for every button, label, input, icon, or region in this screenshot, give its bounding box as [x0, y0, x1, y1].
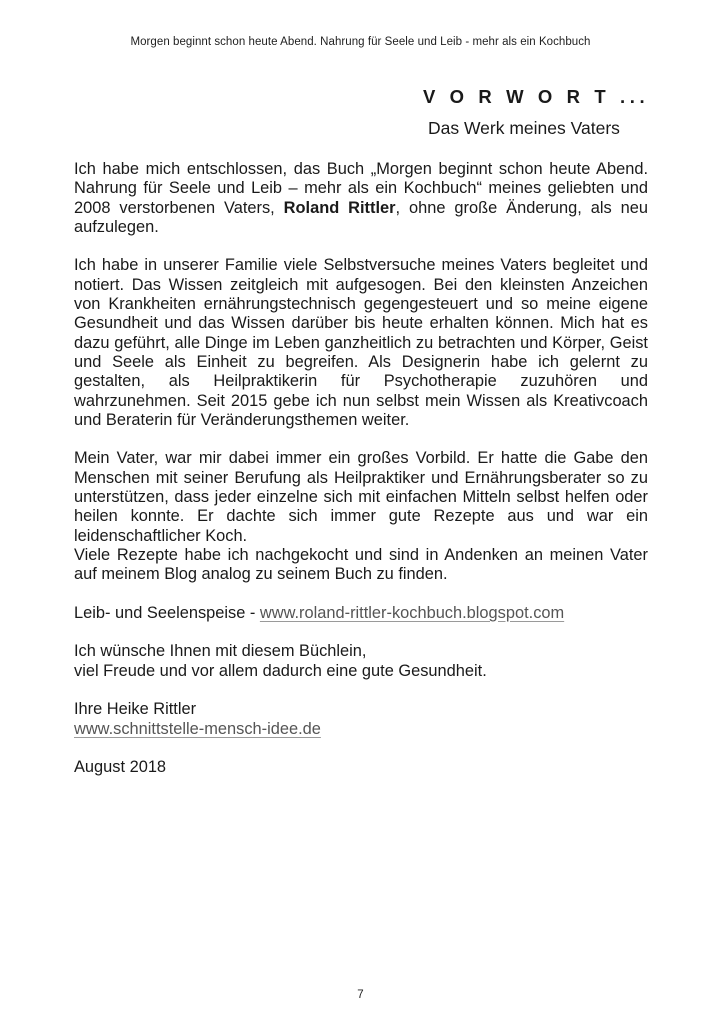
blog-label: Leib- und Seelenspeise -: [74, 603, 260, 622]
paragraph-date: August 2018: [74, 758, 167, 777]
page-subtitle: Das Werk meines Vaters: [428, 118, 620, 138]
page-number: 7: [357, 989, 364, 1001]
wish-line-2: viel Freude und vor allem dadurch eine gute Gesundheit.: [74, 661, 487, 680]
page-title: V O R W O R T ...: [423, 86, 650, 107]
intro-text-end: , ohne große Änderung, als neu aufzulegen.: [74, 198, 648, 236]
father-name: Roland Rittler: [283, 198, 396, 217]
recipes-text: Viele Rezepte habe ich nachgekocht und sind in Andenken an meinen Vater auf meinem Blog analog zu seinem Buch zu finden.: [74, 545, 648, 584]
paragraph-father: [74, 449, 648, 584]
paragraph-intro: [74, 160, 648, 237]
paragraph-blog: [74, 604, 648, 623]
intro-text-start: Ich habe mich entschlossen, das Buch „Morgen beginnt schon heute Abend. Nahrung für Seele und Leib – mehr als ein Kochbuch“ meines geliebten und 2008 verstorbenen Vaters,: [74, 160, 648, 217]
body-text: [74, 160, 648, 797]
blog-link[interactable]: www.roland-rittler-kochbuch.blogspot.com: [259, 603, 565, 622]
father-text: Mein Vater, war mir dabei immer ein großes Vorbild. Er hatte die Gabe den Menschen mit seiner Berufung als Heilpraktiker und Ernährungsberater so zu unterstützen, dass jeder einzelne sich mit einfachen Mitteln selbst helfen oder heilen konnte. Er dachte sich immer gute Rezepte aus und war ein leidenschaftlicher Koch.: [74, 449, 648, 545]
signature-name: Ihre Heike Rittler: [74, 700, 197, 719]
website-link[interactable]: www.schnittstelle-mensch-idee.de: [74, 719, 321, 738]
paragraph-signature: [74, 700, 648, 739]
running-header: Morgen beginnt schon heute Abend. Nahrung für Seele und Leib - mehr als ein Kochbuch: [130, 36, 591, 48]
paragraph-family: Ich habe in unserer Familie viele Selbstversuche meines Vaters begleitet und notiert. Das Wissen zeitgleich mit aufgesogen. Bei den kleinsten Anzeichen von Krankheiten ernährungstechnisch gegengesteuert und so meine eigene Gesundheit und das Wissen darüber bis heute erhalten können. Mich hat es dazu geführt, alle Dinge im Leben ganzheitlich zu betrachten und Körper, Geist und Seele als Einheit zu begreifen. Als Designerin habe ich gelernt zu gestalten, als Heilpraktikerin für Psychotherapie zuzuhören und wahrzunehmen. Seit 2015 gebe ich nun selbst mein Wissen als Kreativcoach und Beraterin für Veränderungsthemen weiter.: [74, 256, 648, 429]
paragraph-wish: [74, 642, 648, 681]
wish-line-1: Ich wünsche Ihnen mit diesem Büchlein,: [74, 642, 367, 661]
